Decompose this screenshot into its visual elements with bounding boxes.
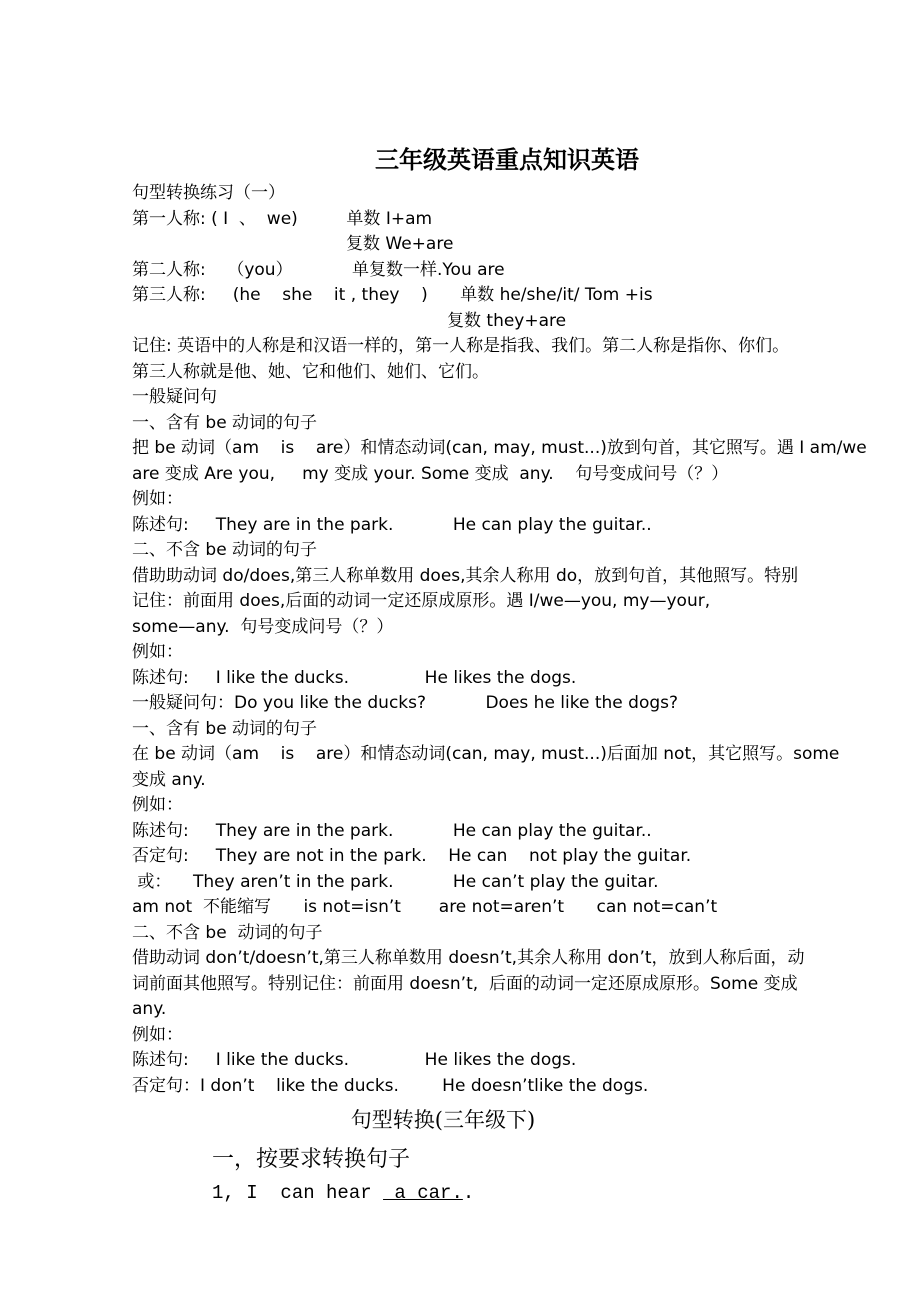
- text-line: 二、不含 be 动词的句子: [132, 540, 318, 560]
- text-line: am not 不能缩写 is not=isn’t are not=aren’t can not=can’t: [132, 897, 718, 917]
- text-line: 记住：前面用 does,后面的动词一定还原成原形。遇 I/we—you, my—your,: [132, 591, 711, 611]
- text-line: 陈述句: I like the ducks. He likes the dogs.: [132, 1050, 577, 1070]
- text-line: 句型转换练习（一）: [132, 183, 285, 203]
- exercise-underlined-answer: a car.: [383, 1182, 463, 1204]
- text-line: 第一人称: ( I 、 we) 单数 I+am: [132, 209, 433, 229]
- text-line: 例如：: [132, 489, 183, 509]
- text-line: 或： They aren’t in the park. He can’t play the guitar.: [132, 872, 659, 892]
- text-line: 陈述句: They are in the park. He can play the guitar..: [132, 821, 652, 841]
- text-line: 复数 We+are: [346, 234, 454, 254]
- text-line: are 变成 Are you, my 变成 your. Some 变成 any. 句号变成问号（？）: [132, 464, 729, 484]
- exercise-suffix: .: [462, 1182, 475, 1204]
- text-line: 第二人称: （you） 单复数一样.You are: [132, 260, 505, 280]
- text-line: 一、含有 be 动词的句子: [132, 413, 318, 433]
- text-line: 借助动词 don’t/doesn’t,第三人称单数用 doesn’t,其余人称用 don’t，放到人称后面，动: [132, 948, 805, 968]
- text-line: any.: [132, 999, 167, 1019]
- exercise-prefix: 1, I can hear: [212, 1182, 384, 1204]
- text-line: 陈述句: I like the ducks. He likes the dogs.: [132, 668, 577, 688]
- text-line: 例如：: [132, 795, 183, 815]
- text-line: 一般疑问句: [132, 387, 217, 407]
- subsection-title: 一，按要求转换句子: [212, 1147, 411, 1172]
- text-line: 否定句：I don’t like the ducks. He doesn’tlike the dogs.: [132, 1076, 649, 1096]
- page-title: 三年级英语重点知识英语: [375, 145, 639, 174]
- text-line: 二、不含 be 动词的句子: [132, 923, 323, 943]
- text-line: 记住: 英语中的人称是和汉语一样的，第一人称是指我、我们。第二人称是指你、你们。: [132, 336, 790, 356]
- text-line: some—any. 句号变成问号（？）: [132, 617, 394, 637]
- text-line: 第三人称: (he she it , they ) 单数 he/she/it/ Tom +is: [132, 285, 653, 305]
- text-line: 例如：: [132, 1025, 183, 1045]
- text-line: 第三人称就是他、她、它和他们、她们、它们。: [132, 362, 489, 382]
- text-line: 例如：: [132, 642, 183, 662]
- exercise-item: [212, 1182, 474, 1204]
- text-line: 陈述句: They are in the park. He can play the guitar..: [132, 515, 652, 535]
- text-line: 把 be 动词（am is are）和情态动词(can, may, must...)放到句首，其它照写。遇 I am/we: [132, 438, 867, 458]
- text-line: 借助助动词 do/does,第三人称单数用 does,其余人称用 do，放到句首，其他照写。特别: [132, 566, 799, 586]
- section-title: 句型转换(三年级下): [350, 1108, 536, 1132]
- text-line: 一、含有 be 动词的句子: [132, 719, 318, 739]
- text-line: 词前面其他照写。特别记住：前面用 doesn’t, 后面的动词一定还原成原形。Some 变成: [132, 974, 798, 994]
- text-line: 一般疑问句：Do you like the ducks? Does he like the dogs?: [132, 693, 679, 713]
- text-line: 否定句: They are not in the park. He can not play the guitar.: [132, 846, 692, 866]
- text-line: 在 be 动词（am is are）和情态动词(can, may, must...)后面加 not，其它照写。some: [132, 744, 840, 764]
- text-line: 复数 they+are: [447, 311, 567, 331]
- text-line: 变成 any.: [132, 770, 206, 790]
